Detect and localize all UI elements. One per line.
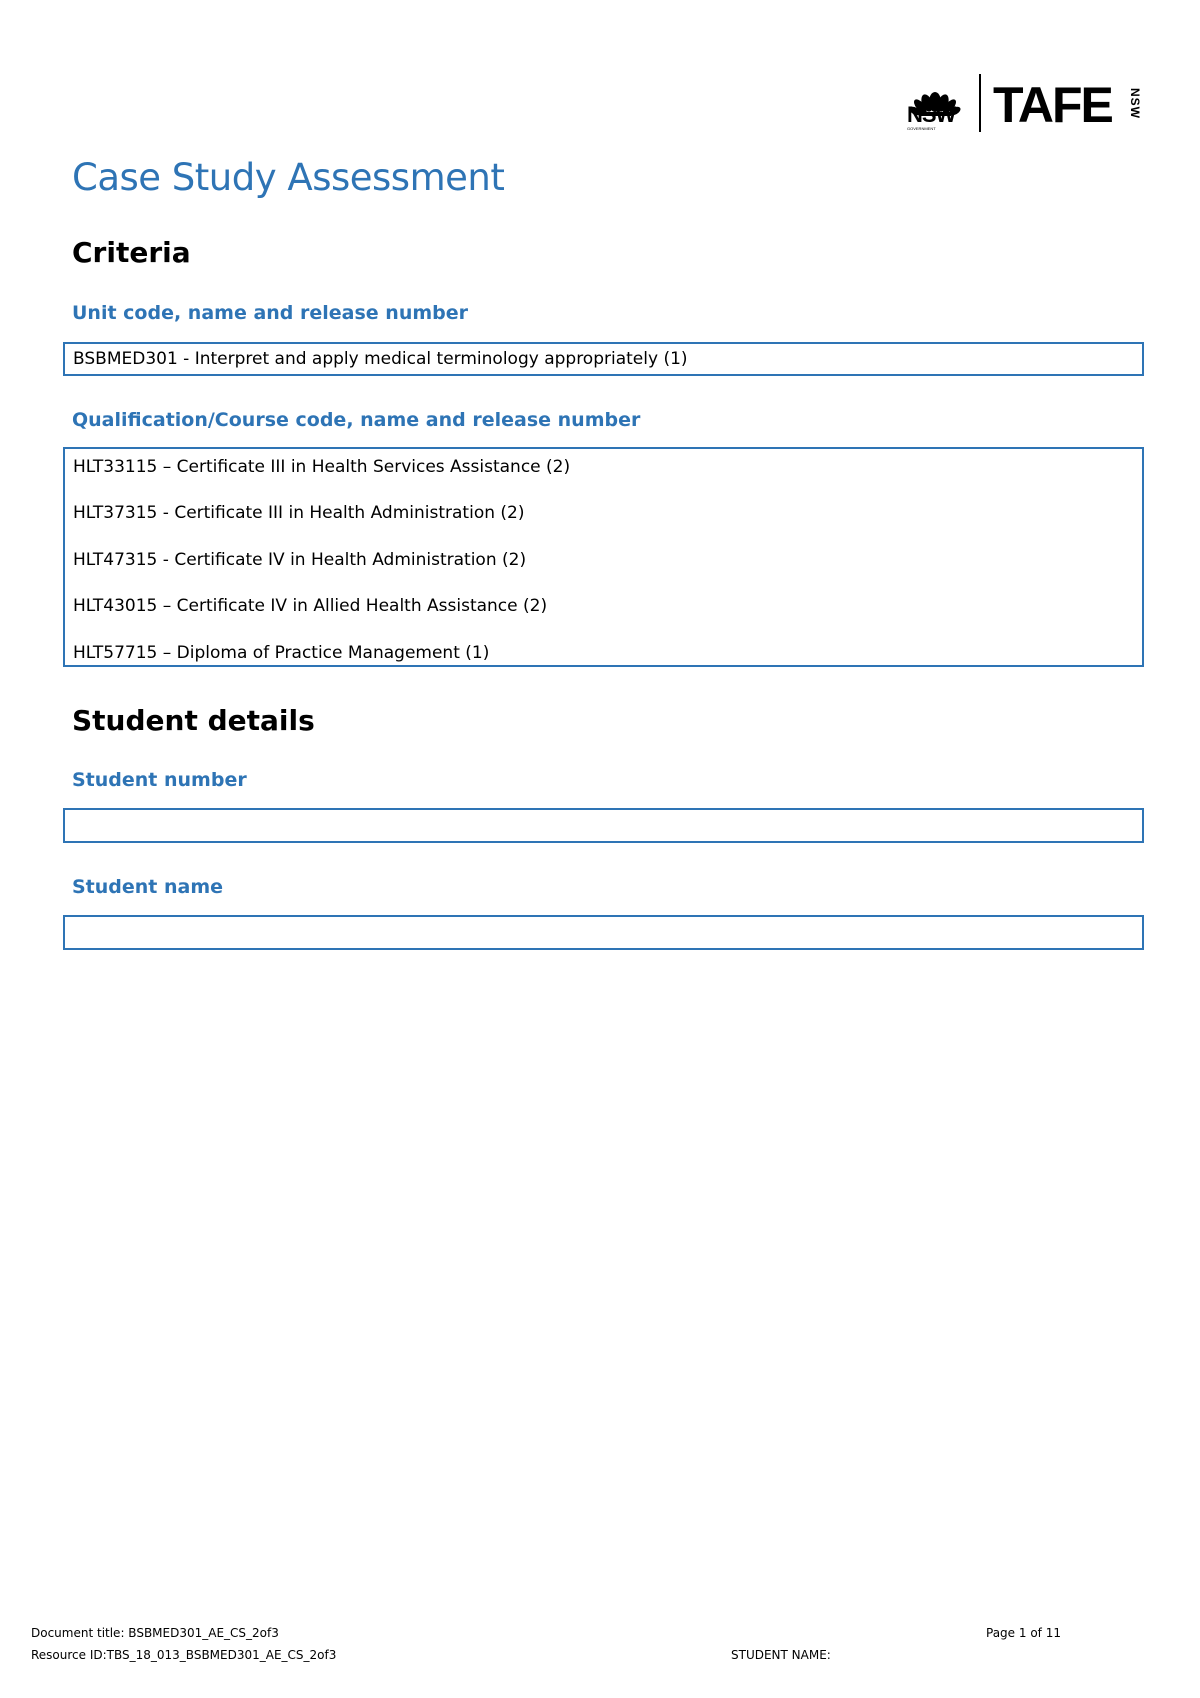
qualification-field[interactable] xyxy=(63,447,1144,667)
qualification-item: HLT43015 – Certificate IV in Allied Health Assistance (2) xyxy=(73,596,548,616)
nsw-wordmark: NSW xyxy=(907,102,956,127)
qualification-heading: Qualification/Course code, name and release number xyxy=(72,409,641,431)
student-number-field[interactable] xyxy=(63,808,1144,843)
tafe-wordmark: TAFE xyxy=(993,77,1112,133)
student-details-heading: Student details xyxy=(72,704,315,737)
qualification-item: HLT37315 - Certificate III in Health Administration (2) xyxy=(73,503,525,523)
qualification-item: HLT47315 - Certificate IV in Health Administration (2) xyxy=(73,550,527,570)
unit-field[interactable] xyxy=(63,342,1144,376)
nsw-tafe-logo xyxy=(905,68,1165,134)
unit-heading: Unit code, name and release number xyxy=(72,302,469,324)
tafe-nsw-label: NSW xyxy=(1128,88,1142,119)
criteria-heading: Criteria xyxy=(72,236,191,269)
logo-divider xyxy=(979,74,981,132)
student-number-heading: Student number xyxy=(72,769,247,791)
unit-value: BSBMED301 - Interpret and apply medical terminology appropriately (1) xyxy=(73,349,688,369)
nsw-government-label: GOVERNMENT xyxy=(907,126,936,131)
student-name-heading: Student name xyxy=(72,876,224,898)
qualification-item: HLT57715 – Diploma of Practice Management (1) xyxy=(73,643,490,663)
footer-resource-id: Resource ID:TBS_18_013_BSBMED301_AE_CS_2of3 xyxy=(31,1648,337,1662)
footer-document-title: Document title: BSBMED301_AE_CS_2of3 xyxy=(31,1626,279,1640)
footer-page-number: Page 1 of 11 xyxy=(986,1626,1061,1640)
student-name-field[interactable] xyxy=(63,915,1144,950)
footer-student-name-label: STUDENT NAME: xyxy=(731,1648,831,1662)
qualification-item: HLT33115 – Certificate III in Health Services Assistance (2) xyxy=(73,457,571,477)
page-title: Case Study Assessment xyxy=(72,156,505,199)
